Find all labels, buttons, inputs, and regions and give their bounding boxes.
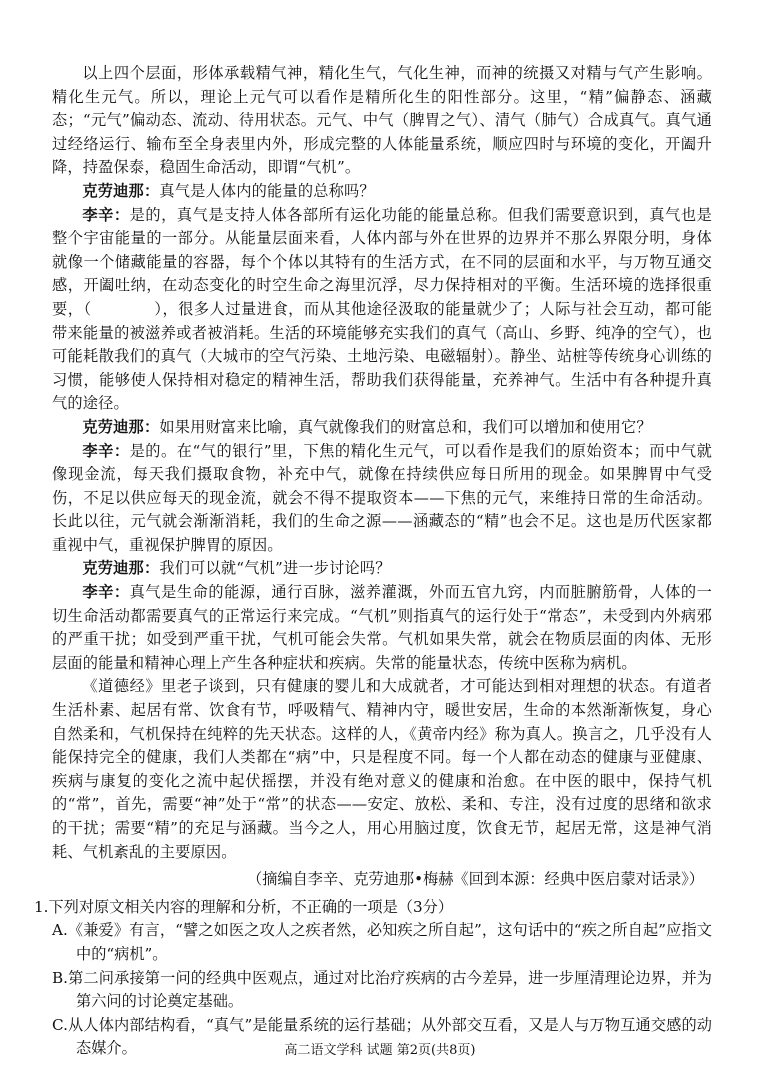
paragraph [52, 557, 712, 581]
speaker-label: 克劳迪那： [82, 417, 160, 436]
paragraph [52, 416, 712, 440]
speaker-label: 李辛： [82, 441, 130, 460]
option-a: A.《兼爱》有言，“譬之如医之攻人之疾者然，必知疾之所自起”，这句话中的“疾之所自起”应指文中的“病机”。 [52, 921, 712, 963]
paragraph [52, 180, 712, 204]
question-stem: 1.下列对原文相关内容的理解和分析，不正确的一项是（3分） [34, 897, 454, 916]
option-c: C.从人体内部结构看，“真气”是能量系统的运行基础；从外部交互看，又是人与万物互通交感的动态媒介。 [52, 1015, 712, 1058]
paragraph-text: 是的，真气是支持人体各部所有运化功能的能量总称。但我们需要意识到，真气也是整个宇宙能量的一部分。从能量层面来看，人体内部与外在世界的边界并不那么界限分明，身体就像一个储藏能量的容器，每个个体以其特有的生活方式，在不同的层面和水平，与万物互通交感，开阖吐纳，在动态变化的时空生命之海里沉浮，尽力保持相对的平衡。生活环境的选择很重要，（ ），很多人过量进食，而从其他途径汲取的能量就少了；人际与社会互动，都可能带来能量的被滋养或者被消耗。生活的环境能够充实我们的真气（高山、乡野、纯净的空气），也可能耗散我们的真气（大城市的空气污染、土地污染、电磁辐射）。静坐、站桩等传统身心训练的习惯，能够使人保持相对稳定的精神生活，帮助我们获得能量，充养神气。生活中有各种提升真气的途径。 [52, 205, 712, 413]
paragraph-text: 以上四个层面，形体承载精气神，精化生气，气化生神，而神的统摄又对精与气产生影响。精化生元气。所以，理论上元气可以看作是精所化生的阳性部分。这里，“精”偏静态、涵藏态；“元气”偏动态、流动、待用状态。元气、中气（脾胃之气）、清气（肺气）合成真气。真气通过经络运行、输布至全身表里内外，形成完整的人体能量系统，顺应四时与环境的变化，开阖升降，持盈保泰，稳固生命活动，即谓“气机”。 [52, 64, 712, 177]
page-footer: 高二语文学科 试题 第2页(共8页) [284, 1043, 476, 1058]
paragraph [52, 440, 712, 558]
paragraph-text: 真气是生命的能源，通行百脉，滋养灌溉，外而五官九窍，内而脏腑筋骨，人体的一切生命活动都需要真气的正常运行来完成。“气机”则指真气的运行处于“常态”，未受到内外病邪的严重干扰；如受到严重干扰，气机可能会失常。气机如果失常，就会在物质层面的肉体、无形层面的能量和精神心理上产生各种症状和疾病。失常的能量状态，传统中医称为病机。 [52, 583, 712, 672]
paragraph [52, 581, 712, 675]
paragraph [52, 204, 712, 416]
speaker-label: 李辛： [82, 583, 130, 602]
paragraph-text: 《道德经》里老子谈到，只有健康的婴儿和大成就者，才可能达到相对理想的状态。有道者生活朴素、起居有常、饮食有节，呼吸精气、精神内守，暖世安居，生命的本然渐渐恢复，身心自然柔和，气机保持在纯粹的先天状态。这样的人，《黄帝内经》称为真人。换言之，几乎没有人能保持完全的健康，我们人类都在“病”中，只是程度不同。每一个人都在动态的健康与亚健康、疾病与康复的变化之流中起伏摇摆，并没有绝对意义的健康和治愈。在中医的眼中，保持气机的“常”，首先，需要“神”处于“常”的状态——安定、放松、柔和、专注，没有过度的思绪和欲求的干扰；需要“精”的充足与涵藏。当今之人，用心用脑过度，饮食无节，起居无常，这是神气消耗、气机紊乱的主要原因。 [52, 677, 712, 861]
paragraph-text: 是的。在“气的银行”里，下焦的精化生元气，可以看作是我们的原始资本；而中气就像现金流，每天我们摄取食物，补充中气，就像在持续供应每日所用的现金。如果脾胃中气受伤，不足以供应每天的现金流，就会不得不提取资本——下焦的元气，来维持日常的生命活动。长此以往，元气就会渐渐消耗，我们的生命之源——涵藏态的“精”也会不足。这也是历代医家都重视中气，重视保护脾胃的原因。 [52, 441, 712, 554]
speaker-label: 克劳迪那： [82, 181, 160, 200]
paragraph [52, 62, 712, 180]
speaker-label: 李辛： [82, 205, 130, 224]
paragraph-text: 如果用财富来比喻，真气就像我们的财富总和，我们可以增加和使用它？ [159, 417, 652, 436]
article-body [34, 62, 712, 1061]
paragraph [52, 675, 712, 864]
source-citation: （摘编自李辛、克劳迪那•梅赫《回到本源：经典中医启蒙对话录》） [247, 870, 704, 889]
paragraph-text: 我们可以就“气机”进一步讨论吗？ [159, 559, 391, 578]
speaker-label: 克劳迪那： [82, 559, 160, 578]
option-b: B.第二问承接第一问的经典中医观点，通过对比治疗疾病的古今差异，进一步厘清理论边界，并为第六问的讨论奠定基础。 [52, 968, 712, 1011]
paragraph-text: 真气是人体内的能量的总称吗？ [159, 181, 375, 200]
